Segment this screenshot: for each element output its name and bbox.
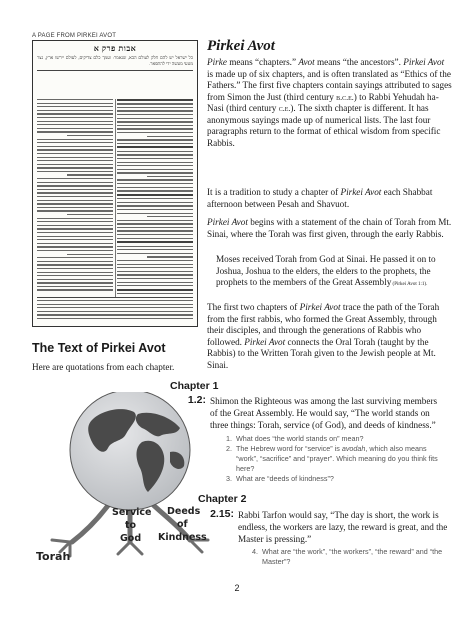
facsimile-text-line xyxy=(37,203,113,204)
facsimile-text-line xyxy=(37,167,113,168)
question-3: 3. What are “deeds of kindness”? xyxy=(226,474,334,483)
chapter-2-heading: Chapter 2 xyxy=(198,493,247,505)
facsimile-text-line xyxy=(117,114,193,115)
facsimile-text-line xyxy=(37,272,113,273)
facsimile-text-line xyxy=(37,164,113,165)
leg-label-service-3: God xyxy=(120,533,142,544)
facsimile-text-line xyxy=(117,103,193,104)
facsimile-text-line xyxy=(37,128,113,129)
facsimile-text-line xyxy=(117,230,193,231)
facsimile-text-line xyxy=(37,178,113,179)
facsimile-text-line xyxy=(67,135,113,136)
facsimile-text-line xyxy=(117,213,193,214)
facsimile-text-line xyxy=(37,264,113,265)
facsimile-text-line xyxy=(117,172,193,173)
verse-1-2-number: 1.2: xyxy=(187,394,206,406)
facsimile-text-line xyxy=(117,139,193,140)
facsimile-text-line xyxy=(37,239,113,240)
facsimile-text-line xyxy=(37,243,113,244)
facsimile-text-line xyxy=(117,202,193,203)
facsimile-text-line xyxy=(37,261,113,262)
facsimile-text-line xyxy=(117,151,193,152)
question-2: 2. The Hebrew word for “service” is avodah, which also means “work”, “sacrifice” and “prayer”. Which meaning do you think fits here? xyxy=(226,444,438,473)
facsimile-text-line xyxy=(117,158,193,159)
facsimile-text-line xyxy=(37,99,113,100)
facsimile-text-line xyxy=(117,249,193,250)
facsimile-text-line xyxy=(117,271,193,272)
facsimile-text-line xyxy=(117,110,193,111)
facsimile-text-line xyxy=(117,264,193,265)
leg-label-deeds-1: Deeds xyxy=(167,506,201,517)
facsimile-page-image xyxy=(32,40,198,327)
facsimile-text-line xyxy=(37,149,113,150)
facsimile-text-line xyxy=(147,176,193,177)
facsimile-text-line xyxy=(37,142,113,143)
facsimile-text-line xyxy=(117,162,193,163)
facsimile-text-line xyxy=(117,169,193,170)
facsimile-text-line xyxy=(37,314,193,315)
facsimile-text-line xyxy=(117,234,193,235)
article-title: Pirkei Avot xyxy=(207,38,275,54)
facsimile-text-line xyxy=(37,250,113,251)
facsimile-text-line xyxy=(37,282,113,283)
facsimile-text-line xyxy=(117,190,193,191)
facsimile-text-line xyxy=(37,225,113,226)
facsimile-text-line xyxy=(117,107,193,108)
facsimile-hebrew-heading: כל ישראל יש להם חלק לעולם הבא, שנאמר: ועמך כלם צדיקים, לעולם יירשו ארץ, נצר מטעי מעשה ידי להתפאר. xyxy=(37,55,193,66)
facsimile-text-line xyxy=(37,232,113,233)
facsimile-text-line xyxy=(37,121,113,122)
facsimile-text-line xyxy=(37,139,113,140)
chapter-1-heading: Chapter 1 xyxy=(170,380,219,392)
facsimile-text-line xyxy=(117,165,193,166)
facsimile-text-line xyxy=(37,192,113,193)
facsimile-commentary-column xyxy=(37,99,113,297)
verse-1-2-text: Shimon the Righteous was among the last surviving members of the Great Assembly. He would say, “The world stands on three things: Torah, service (of God), and deeds of kindness.” xyxy=(210,396,438,430)
facsimile-text-line xyxy=(117,289,193,291)
facsimile-text-line xyxy=(37,106,113,107)
facsimile-text-line xyxy=(117,223,193,224)
facsimile-text-line xyxy=(37,268,113,269)
facsimile-text-line xyxy=(67,214,113,215)
facsimile-text-line xyxy=(37,289,113,290)
facsimile-text-line xyxy=(117,198,193,199)
facsimile-text-line xyxy=(37,110,113,111)
facsimile-text-line xyxy=(37,160,113,161)
facsimile-text-line xyxy=(117,282,193,283)
facsimile-text-line xyxy=(117,227,193,228)
globe-on-legs-illustration xyxy=(30,392,230,572)
chapter-1-questions xyxy=(226,434,448,484)
facsimile-text-line xyxy=(37,146,113,147)
facsimile-text-line xyxy=(67,254,113,255)
facsimile-text-line xyxy=(117,260,193,261)
facsimile-caption: A PAGE FROM PIRKEI AVOT xyxy=(32,33,117,39)
verse-2-15-text: Rabbi Tarfon would say, “The day is short, the work is endless, the workers are lazy, the reward is great, and the Master is pressing.” xyxy=(238,510,448,544)
facsimile-text-line xyxy=(37,153,113,154)
section-title: The Text of Pirkei Avot xyxy=(32,341,166,355)
facsimile-text-line xyxy=(117,253,193,254)
facsimile-text-line xyxy=(37,185,113,186)
facsimile-text-line xyxy=(37,171,113,172)
facsimile-text-column xyxy=(117,99,193,297)
facsimile-text-line xyxy=(37,218,113,219)
facsimile-text-line xyxy=(117,187,193,188)
facsimile-text-line xyxy=(117,246,193,247)
verse-2-15-number: 2.15: xyxy=(210,508,234,520)
facsimile-text-line xyxy=(117,241,193,243)
facsimile-text-line xyxy=(147,136,193,137)
leg-label-torah: Torah xyxy=(36,550,71,563)
facsimile-text-line xyxy=(117,132,193,133)
facsimile-text-line xyxy=(117,238,193,239)
facsimile-text-line xyxy=(117,293,193,294)
facsimile-text-line xyxy=(117,205,193,206)
quote-citation: (Pirkei Avot 1:1). xyxy=(391,282,428,287)
facsimile-text-line xyxy=(37,196,113,197)
facsimile-text-line xyxy=(37,182,113,183)
facsimile-text-line xyxy=(147,256,193,257)
facsimile-text-line xyxy=(37,189,113,190)
facsimile-text-line xyxy=(37,221,113,222)
facsimile-text-line xyxy=(117,99,193,101)
facsimile-rule xyxy=(37,70,193,71)
facsimile-column-divider xyxy=(115,99,116,297)
question-1: 1. What does “the world stands on” mean? xyxy=(226,434,364,443)
facsimile-text-line xyxy=(37,311,193,312)
leg-label-deeds-3: Kindness xyxy=(158,532,207,543)
facsimile-text-line xyxy=(37,157,113,158)
facsimile-footnotes xyxy=(37,297,193,322)
facsimile-text-line xyxy=(37,228,113,229)
facsimile-text-line xyxy=(37,236,113,237)
facsimile-text-line xyxy=(37,307,193,308)
question-4: 4. What are “the work”, “the workers”, “the reward” and “the Master”? xyxy=(252,547,443,566)
facsimile-text-line xyxy=(37,279,113,280)
facsimile-text-line xyxy=(37,257,113,258)
facsimile-text-line xyxy=(117,285,193,286)
block-quote: Moses received Torah from God at Sinai. He passed it on to Joshua, Joshua to the elders, the elders to the prophets, the prophets to the members of the Great Assembly (Pirkei Avot 1:1). xyxy=(216,254,436,287)
facsimile-text-line xyxy=(117,143,193,144)
facsimile-text-line xyxy=(37,113,113,114)
facsimile-text-line xyxy=(117,220,193,221)
globe xyxy=(70,392,190,510)
facsimile-text-line xyxy=(37,246,113,247)
tradition-paragraph: It is a tradition to study a chapter of Pirkei Avot each Shabbat afternoon between Pesah and Shavuot. xyxy=(207,187,433,209)
oral-torah-paragraph: The first two chapters of Pirkei Avot trace the path of the Torah from the first rabbis, who formed the Great Assembly, through their disciples, and through the generations of Rabbis who followed. Pirkei Avot connects the Oral Torah (taught by the Rabbis) to the Written Torah given to the Jewish people at Mt. Sinai. xyxy=(207,302,440,370)
facsimile-text-line xyxy=(37,207,113,208)
facsimile-text-line xyxy=(37,300,193,301)
leg-label-service-2: to xyxy=(125,520,137,531)
facsimile-text-line xyxy=(117,121,193,122)
chapter-2-questions xyxy=(252,547,448,567)
facsimile-text-line xyxy=(117,118,193,119)
facsimile-text-line xyxy=(37,103,113,104)
facsimile-columns xyxy=(37,99,193,297)
facsimile-text-line xyxy=(37,275,113,276)
facsimile-text-line xyxy=(147,216,193,217)
chain-paragraph: Pirkei Avot begins with a statement of the chain of Torah from Mt. Sinai, where the Torah was first given, through the early Rabbis. xyxy=(207,217,452,239)
leg-label-deeds-2: of xyxy=(177,519,188,530)
facsimile-text-line xyxy=(117,128,193,129)
facsimile-text-line xyxy=(37,200,113,201)
facsimile-text-line xyxy=(117,194,193,196)
facsimile-text-line xyxy=(117,154,193,155)
facsimile-text-line xyxy=(117,179,193,180)
leg-label-service-1: Service xyxy=(112,507,152,518)
facsimile-text-line xyxy=(117,183,193,184)
facsimile-text-line xyxy=(67,174,113,175)
facsimile-text-line xyxy=(37,304,193,305)
facsimile-text-line xyxy=(37,286,113,287)
facsimile-hebrew-title: אבות פרק א xyxy=(93,44,137,53)
intro-paragraph: Pirke means “chapters.” Avot means “the ancestors”. Pirkei Avot is made up of six chapters, and is often translated as “Ethics of the Fathers.” The first five chapters contain sayings attributed to sages from Simon the Just (third century b.c.e.) to Rabbi Yehudah ha-Nasi (third century c.e.). The sixth chapter is different. It has anonymous sayings made up of numerical lists. The last four paragraphs return to the format of ethical wisdom from specific Rabbis. xyxy=(207,57,452,148)
facsimile-text-line xyxy=(37,210,113,211)
facsimile-text-line xyxy=(117,278,193,279)
section-intro: Here are quotations from each chapter. xyxy=(32,362,175,372)
facsimile-text-line xyxy=(117,146,193,148)
facsimile-text-line xyxy=(37,318,193,319)
facsimile-text-line xyxy=(117,125,193,126)
facsimile-text-line xyxy=(37,131,113,132)
facsimile-text-line xyxy=(117,274,193,275)
page-number: 2 xyxy=(234,583,240,593)
facsimile-text-line xyxy=(37,124,113,125)
facsimile-text-line xyxy=(37,117,113,118)
facsimile-text-line xyxy=(117,267,193,268)
facsimile-text-line xyxy=(117,209,193,210)
